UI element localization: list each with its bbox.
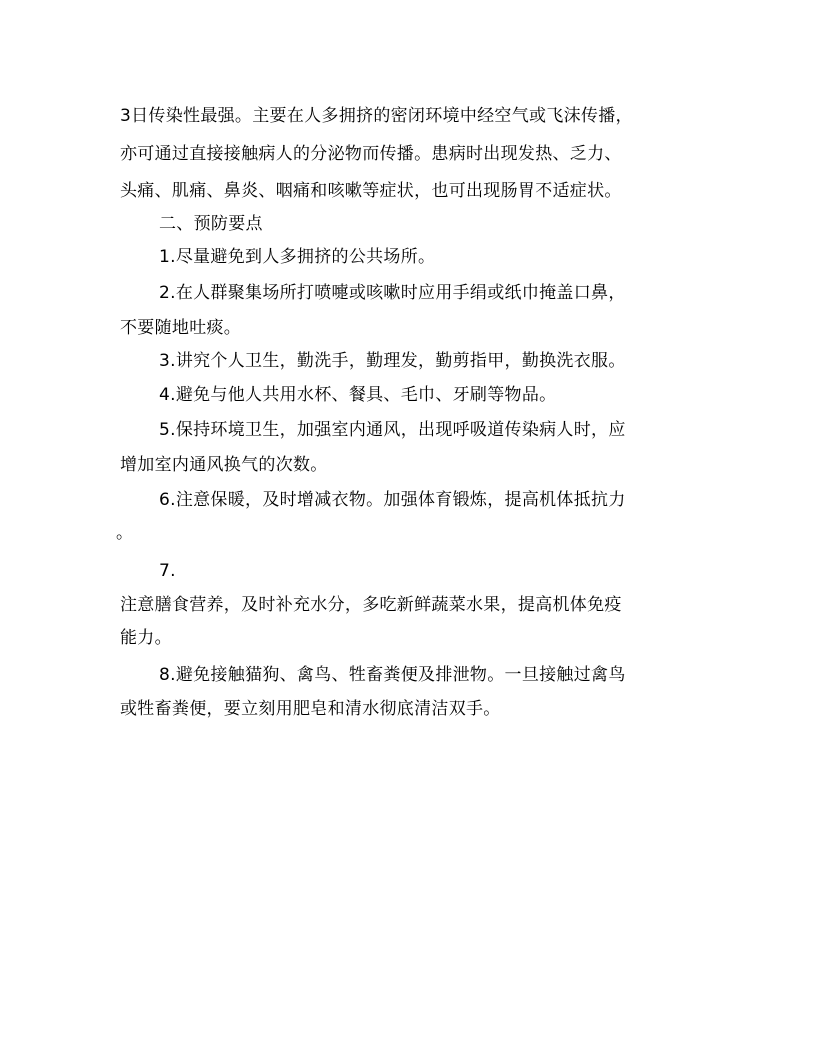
body-text-line: 头痛、肌痛、鼻炎、咽痛和咳嗽等症状，也可出现肠胃不适症状。 — [120, 181, 622, 201]
body-text-line: 亦可通过直接接触病人的分泌物而传播。患病时出现发热、乏力、 — [120, 144, 622, 164]
list-item-continuation: 注意膳食营养，及时补充水分，多吃新鲜蔬菜水果，提高机体免疫 — [120, 595, 622, 615]
list-item-continuation: 不要随地吐痰。 — [120, 318, 242, 338]
list-item-continuation: 。 — [116, 523, 134, 543]
list-item: 2.在人群聚集场所打喷嚏或咳嗽时应用手绢或纸巾掩盖口鼻， — [159, 283, 626, 303]
list-item: 1.尽量避免到人多拥挤的公共场所。 — [159, 247, 436, 267]
list-item-continuation: 能力。 — [120, 628, 172, 648]
list-item-continuation: 增加室内通风换气的次数。 — [120, 455, 328, 475]
list-item: 3.讲究个人卫生，勤洗手，勤理发，勤剪指甲，勤换洗衣服。 — [159, 351, 626, 371]
list-item: 8.避免接触猫狗、禽鸟、牲畜粪便及排泄物。一旦接触过禽鸟 — [159, 665, 626, 685]
list-item-continuation: 或牲畜粪便，要立刻用肥皂和清水彻底清洁双手。 — [120, 699, 501, 719]
list-item: 7. — [159, 561, 176, 581]
list-item: 6.注意保暖，及时增减衣物。加强体育锻炼，提高机体抵抗力 — [159, 490, 626, 510]
body-text-line: 3日传染性最强。主要在人多拥挤的密闭环境中经空气或飞沫传播， — [120, 106, 633, 126]
section-heading: 二、预防要点 — [159, 214, 263, 234]
list-item: 5.保持环境卫生，加强室内通风，出现呼吸道传染病人时，应 — [159, 420, 626, 440]
list-item: 4.避免与他人共用水杯、餐具、毛巾、牙刷等物品。 — [159, 385, 557, 405]
